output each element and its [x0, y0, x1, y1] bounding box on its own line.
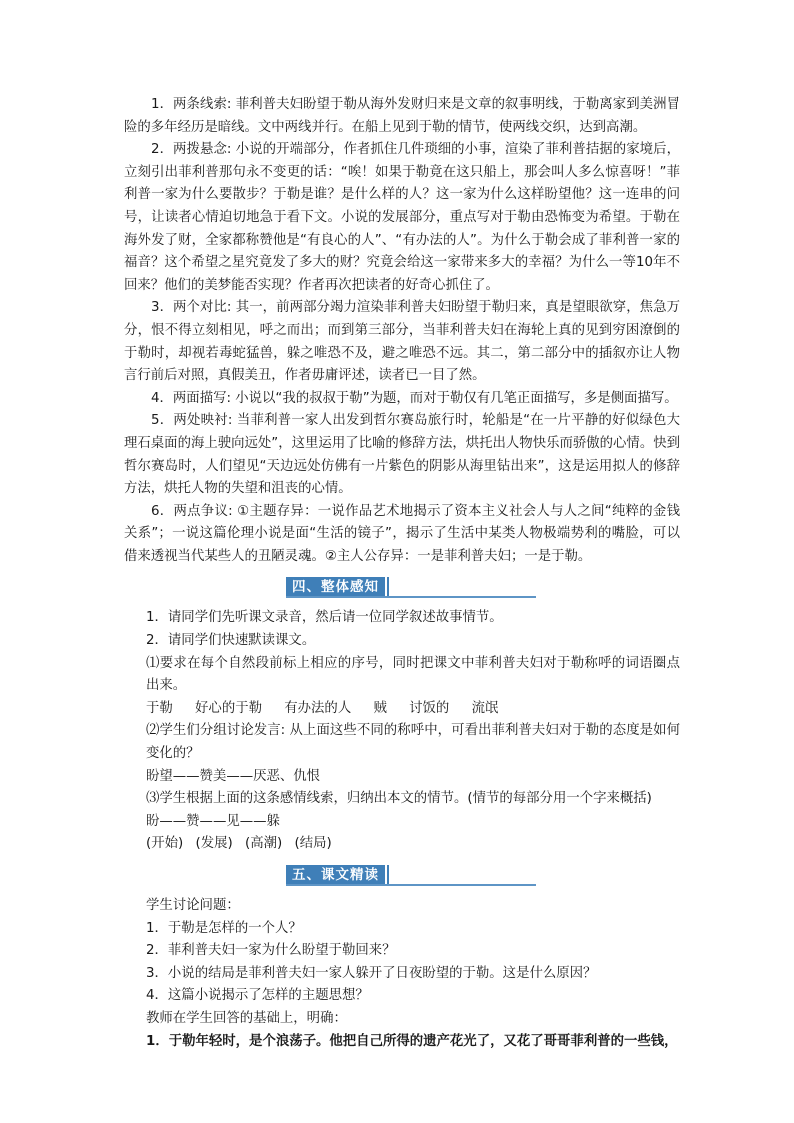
- plot-stage: (发展): [195, 836, 233, 852]
- question-item: 4．这篇小说揭示了怎样的主题思想？: [146, 988, 369, 1004]
- task-group-discussion: ⑵学生们分组讨论发言: 从上面这些不同的称呼中，可看出菲利普夫妇对于勒的态度是如何变化的？: [146, 723, 680, 762]
- paragraph-two-contrasts: 3．两个对比: 其一，前两部分竭力渲染菲利普夫妇盼望于勒归来，真是望眼欲穿，焦急万分，恨不得立刻相见，呼之而出；而到第三部分，当菲利普夫妇在海轮上真的见到穷困潦倒的于勒时，却视若毒蛇猛兽，躲之唯恐不及，避之唯恐不远。其二，第二部分中的插叙亦让人物言行前后对照，真假美丑，作者毋庸评述，读者已一目了然。: [124, 300, 680, 384]
- attitude-change: 盼望——赞美——厌恶、仇恨: [146, 768, 321, 784]
- heading-underline: [286, 884, 536, 886]
- section-heading-label: 五、课文精读: [286, 865, 385, 885]
- appellation-word: 贼: [373, 700, 387, 716]
- appellation-word: 好心的于勒: [195, 700, 262, 716]
- appellation-list: [124, 698, 680, 721]
- section-heading-label: 四、整体感知: [286, 577, 385, 597]
- paragraph-two-suspense: 2．两拨悬念: 小说的开端部分，作者抓住几件琐细的小事，渲染了菲利普拮据的家境后，立刻引出菲利普那句永不变更的话：“唉！如果于勒竟在这只船上，那会叫人多么惊喜呀！”菲利普一家为什么要散步？于勒是谁？是什么样的人？这一家为什么这样盼望他？这一连串的问号，让读者心情迫切地急于看下文。小说的发展部分，重点写对于勒由恐怖变为希望。于勒在海外发了财，全家都称赞他是“有良心的人”、“有办法的人”。为什么于勒会成了菲利普一家的福音？这个希望之星究竟发了多大的财？究竟会给这一家带来多大的幸福？为什么一等10年不回来？他们的美梦能否实现？作者再次把读者的好奇心抓住了。: [124, 142, 680, 293]
- document-body: [124, 94, 680, 1053]
- task-summarize-plot: ⑶学生根据上面的这条感情线索，归纳出本文的情节。(情节的每部分用一个字来概括): [146, 791, 652, 807]
- question-item: 2．菲利普夫妇一家为什么盼望于勒回来？: [146, 943, 396, 959]
- paragraph-two-clues: 1．两条线索: 菲利普夫妇盼望于勒从海外发财归来是文章的叙事明线，于勒离家到美洲冒险的多年经历是暗线。文中两线并行。在船上见到于勒的情节，使两线交织，达到高潮。: [124, 97, 680, 135]
- question-item: 1．于勒是怎样的一个人？: [146, 920, 302, 936]
- teacher-clarify: 教师在学生回答的基础上，明确：: [146, 1010, 347, 1026]
- appellation-word: 有办法的人: [284, 700, 352, 716]
- section-heading-overall-perception: [124, 572, 680, 604]
- plot-stage: (结局): [294, 836, 332, 852]
- appellation-word: 讨饭的: [409, 700, 450, 716]
- task-mark-paragraphs: ⑴要求在每个自然段前标上相应的序号，同时把课文中菲利普夫妇对于勒称呼的词语圈点出来。: [146, 655, 680, 694]
- plot-stage: (开始): [146, 836, 184, 852]
- section-heading-close-reading: [124, 860, 680, 892]
- plot-stages: [124, 833, 680, 856]
- discussion-intro: 学生讨论问题：: [146, 898, 240, 913]
- task-read: 2．请同学们快速默读课文。: [146, 633, 316, 649]
- heading-underline: [286, 596, 536, 598]
- task-listen: 1．请同学们先听课文录音，然后请一位同学叙述故事情节。: [146, 610, 503, 626]
- paragraph-two-foils: 5．两处映衬: 当菲利普一家人出发到哲尔赛岛旅行时，轮船是“在一片平静的好似绿色大理石桌面的海上驶向远处”，这里运用了比喻的修辞方法，烘托出人物快乐而骄傲的心情。快到哲尔赛岛时，人们望见“天边远处仿佛有一片紫色的阴影从海里钻出来”，这是运用拟人的修辞方法，烘托人物的失望和沮丧的心情。: [124, 413, 680, 497]
- plot-stage: (高潮): [245, 836, 283, 852]
- paragraph-two-descriptions: 4．两面描写: 小说以“我的叔叔于勒”为题，而对于勒仅有几笔正面描写，多是侧面描写。: [151, 390, 678, 406]
- plot-summary: 盼——赞——见——躲: [146, 813, 280, 829]
- appellation-word: 流氓: [471, 700, 499, 716]
- appellation-word: 于勒: [146, 700, 173, 716]
- paragraph-two-controversies: 6．两点争议: ①主题存异：一说作品艺术地揭示了资本主义社会人与人之间“纯粹的金钱关系”；一说这篇伦理小说是面“生活的镜子”，揭示了生活中某类人物极端势利的嘴脸，可以借来透视当代某些人的丑陋灵魂。②主人公存异：一是菲利普夫妇；一是于勒。: [124, 503, 680, 564]
- question-item: 3．小说的结局是菲利普夫妇一家人躲开了日夜盼望的于勒。这是什么原因？: [146, 965, 597, 981]
- answer-item: 1．于勒年轻时，是个浪荡子。他把自己所得的遗产花光了，又花了哥哥菲利普的一些钱，: [146, 1033, 678, 1049]
